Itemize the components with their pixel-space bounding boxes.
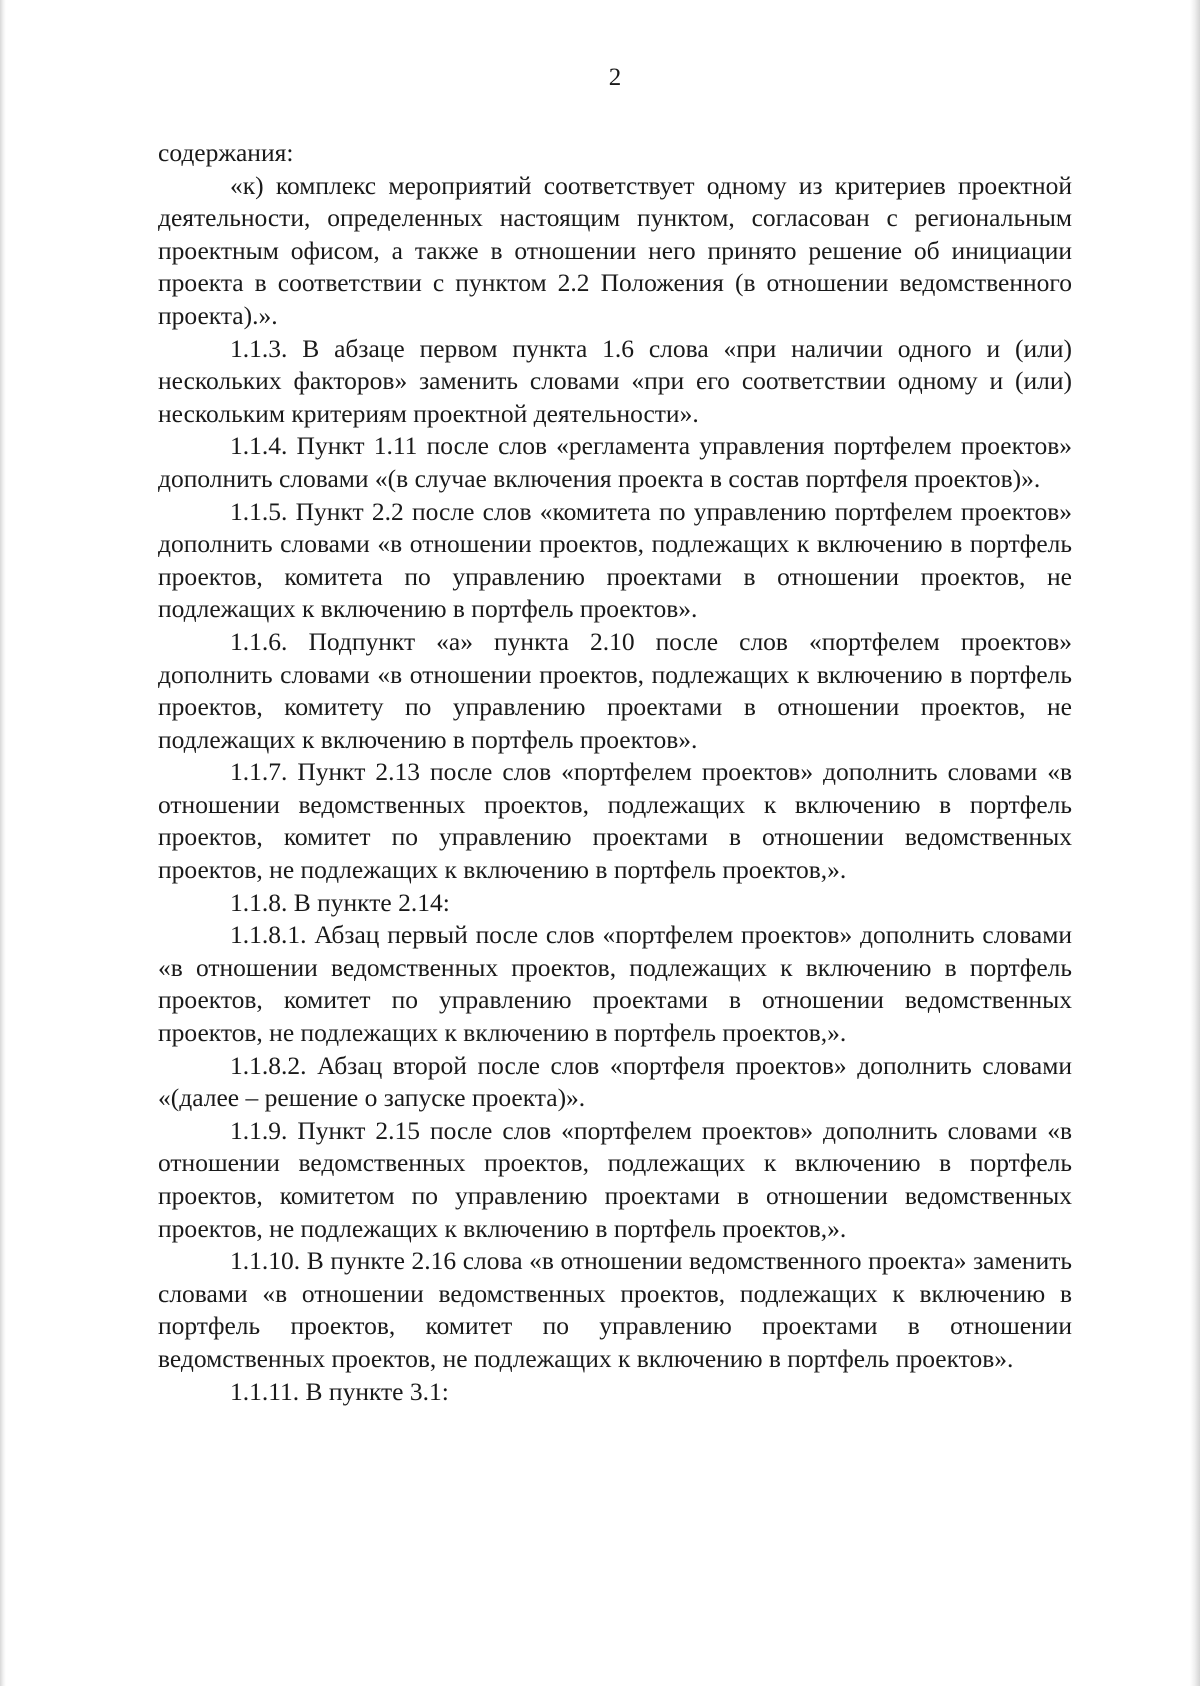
paragraph: 1.1.4. Пункт 1.11 после слов «регламента управления портфелем проектов» дополнить словами «(в случае включения проекта в состав портфеля проектов)». xyxy=(158,431,1072,493)
paragraph: 1.1.11. В пункте 3.1: xyxy=(230,1376,449,1406)
page-number: 2 xyxy=(608,64,622,91)
paragraph: 1.1.10. В пункте 2.16 слова «в отношении ведомственного проекта» заменить словами «в отношении ведомственных проектов, подлежащих к включению в портфель проектов, комитет по управлению проектами в отношении ведомственных проектов, не подлежащих к включению в портфель проектов». xyxy=(158,1246,1072,1373)
paragraph: 1.1.8.1. Абзац первый после слов «портфелем проектов» дополнить словами «в отношении ведомственных проектов, подлежащих к включению в портфель проектов, комитет по управлению проектами в отношении ведомственных проектов, не подлежащих к включению в портфель проектов,». xyxy=(158,920,1072,1048)
document-body xyxy=(158,137,1072,1408)
paragraph: «к) комплекс мероприятий соответствует одному из критериев проектной деятельности, определенных настоящим пунктом, согласован с региональным проектным офисом, а также в отношении него принято решение об инициации проекта в соответствии с пунктом 2.2 Положения (в отношении ведомственного проекта).». xyxy=(158,170,1072,330)
paragraph: 1.1.5. Пункт 2.2 после слов «комитета по управлению портфелем проектов» дополнить словами «в отношении проектов, подлежащих к включению в портфель проектов, комитета по управлению проектами в отношении проектов, не подлежащих к включению в портфель проектов». xyxy=(158,496,1072,624)
paragraph: 1.1.8.2. Абзац второй после слов «портфеля проектов» дополнить словами «(далее – решение о запуске проекта)». xyxy=(158,1050,1072,1113)
paragraph: содержания: xyxy=(158,138,294,167)
paragraph: 1.1.7. Пункт 2.13 после слов «портфелем проектов» дополнить словами «в отношении ведомственных проектов, подлежащих к включению в портфель проектов, комитет по управлению проектами в отношении ведомственных проектов, не подлежащих к включению в портфель проектов,». xyxy=(158,757,1072,885)
paragraph: 1.1.8. В пункте 2.14: xyxy=(230,887,450,917)
paragraph: 1.1.3. В абзаце первом пункта 1.6 слова «при наличии одного и (или) нескольких факторов» заменить словами «при его соответствии одному и (или) нескольким критериям проектной деятельности». xyxy=(158,333,1072,428)
scan-edge-right xyxy=(1190,0,1200,1686)
scan-edge-left xyxy=(0,0,6,1686)
paragraph: 1.1.9. Пункт 2.15 после слов «портфелем проектов» дополнить словами «в отношении ведомственных проектов, подлежащих к включению в портфель проектов, комитетом по управлению проектами в отношении ведомственных проектов, не подлежащих к включению в портфель проектов,». xyxy=(158,1115,1072,1243)
paragraph: 1.1.6. Подпункт «а» пункта 2.10 после слов «портфелем проектов» дополнить словами «в отношении проектов, подлежащих к включению в портфель проектов, комитету по управлению проектами в отношении проектов, не подлежащих к включению в портфель проектов». xyxy=(158,626,1072,754)
